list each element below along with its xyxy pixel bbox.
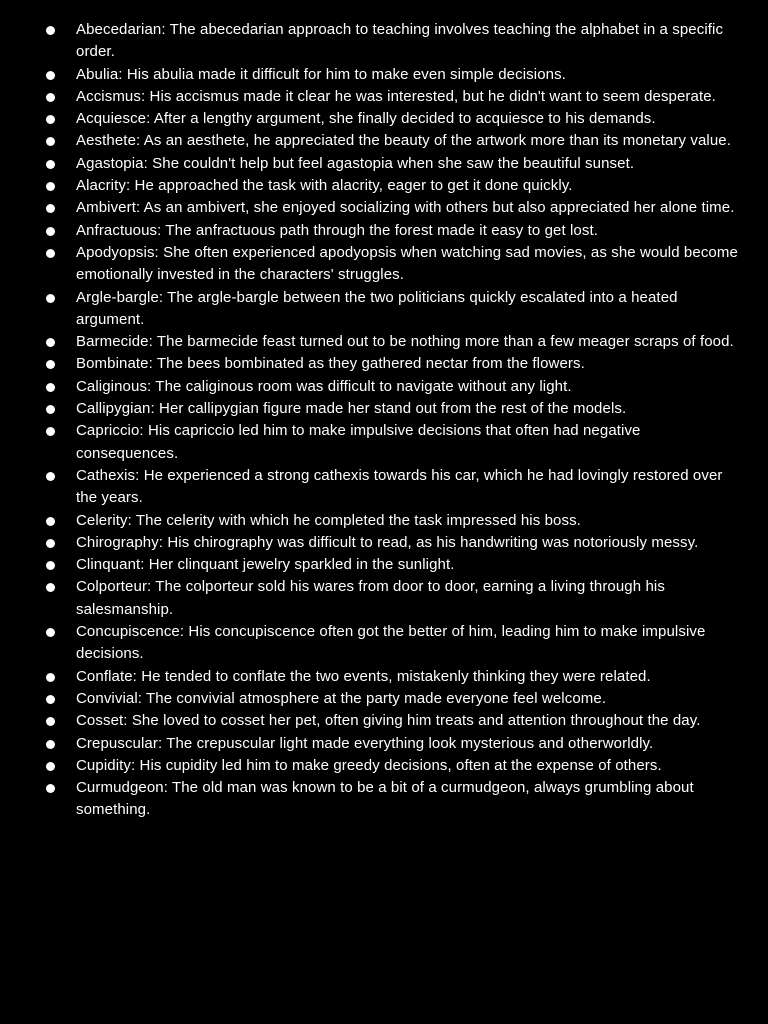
entry-text: Abecedarian: The abecedarian approach to teaching involves teaching the alphabet in a specific order. xyxy=(76,21,724,61)
entry-text: Cathexis: He experienced a strong cathexis towards his car, which he had lovingly restored over the years. xyxy=(76,466,723,507)
entry-text: Aesthete: As an aesthete, he appreciated the beauty of the artwork more than its monetary value. xyxy=(76,132,731,150)
bullet-icon xyxy=(46,628,55,637)
list-item xyxy=(0,130,744,152)
list-item xyxy=(0,554,744,576)
bullet-icon xyxy=(46,249,55,258)
list-item xyxy=(0,710,744,732)
entry-text: Barmecide: The barmecide feast turned out to be nothing more than a few meager scraps of food. xyxy=(76,333,734,351)
list-item xyxy=(0,688,744,710)
entry-text: Acquiesce: After a lengthy argument, she finally decided to acquiesce to his demands. xyxy=(76,110,656,128)
bullet-icon xyxy=(46,762,55,771)
list-item xyxy=(0,621,744,666)
entry-text: Accismus: His accismus made it clear he was interested, but he didn't want to seem desperate. xyxy=(76,87,716,105)
entry-text: Anfractuous: The anfractuous path through the forest made it easy to get lost. xyxy=(76,221,598,239)
list-item xyxy=(0,398,744,420)
bullet-icon xyxy=(46,517,55,526)
list-item xyxy=(0,86,744,108)
entry-text: Conflate: He tended to conflate the two events, mistakenly thinking they were related. xyxy=(76,667,651,685)
bullet-icon xyxy=(46,26,55,35)
entry-text: Apodyopsis: She often experienced apodyopsis when watching sad movies, as she would become emotionally invested in the characters' struggles. xyxy=(76,243,738,284)
list-item xyxy=(0,510,744,532)
entry-text: Bombinate: The bees bombinated as they gathered nectar from the flowers. xyxy=(76,355,585,373)
bullet-icon xyxy=(46,405,55,414)
entry-text: Crepuscular: The crepuscular light made everything look mysterious and otherworldly. xyxy=(76,734,654,752)
list-item xyxy=(0,287,744,332)
entry-text: Cosset: She loved to cosset her pet, often giving him treats and attention throughout the day. xyxy=(76,712,701,730)
bullet-icon xyxy=(46,227,55,236)
list-item xyxy=(0,108,744,130)
bullet-icon xyxy=(46,695,55,704)
bullet-icon xyxy=(46,427,55,436)
bullet-icon xyxy=(46,740,55,749)
list-item xyxy=(0,733,744,755)
entry-text: Caliginous: The caliginous room was difficult to navigate without any light. xyxy=(76,377,572,395)
bullet-icon xyxy=(46,93,55,102)
list-item xyxy=(0,420,744,465)
bullet-icon xyxy=(46,182,55,191)
bullet-icon xyxy=(46,160,55,169)
bullet-icon xyxy=(46,784,55,793)
entry-text: Colporteur: The colporteur sold his wares from door to door, earning a living through his salesmanship. xyxy=(76,578,665,618)
entry-text: Clinquant: Her clinquant jewelry sparkled in the sunlight. xyxy=(76,556,455,574)
bullet-icon xyxy=(46,472,55,481)
list-item xyxy=(0,64,744,86)
list-item xyxy=(0,465,744,510)
entry-text: Concupiscence: His concupiscence often got the better of him, leading him to make impulsive decisions. xyxy=(76,623,706,663)
vocabulary-list xyxy=(0,19,744,822)
list-item xyxy=(0,19,744,64)
entry-text: Convivial: The convivial atmosphere at the party made everyone feel welcome. xyxy=(76,689,607,707)
entry-text: Ambivert: As an ambivert, she enjoyed socializing with others but also appreciated her alone time. xyxy=(76,199,735,217)
bullet-icon xyxy=(46,115,55,124)
list-item xyxy=(0,197,744,219)
list-item xyxy=(0,777,744,822)
list-item xyxy=(0,666,744,688)
bullet-icon xyxy=(46,137,55,146)
list-item xyxy=(0,576,744,621)
bullet-icon xyxy=(46,717,55,726)
list-item xyxy=(0,755,744,777)
bullet-icon xyxy=(46,204,55,213)
bullet-icon xyxy=(46,360,55,369)
entry-text: Capriccio: His capriccio led him to make impulsive decisions that often had negative consequences. xyxy=(76,422,641,462)
list-item xyxy=(0,153,744,175)
bullet-icon xyxy=(46,294,55,303)
list-item xyxy=(0,376,744,398)
bullet-icon xyxy=(46,539,55,548)
list-item xyxy=(0,220,744,242)
list-item xyxy=(0,532,744,554)
bullet-icon xyxy=(46,383,55,392)
list-item xyxy=(0,331,744,353)
bullet-icon xyxy=(46,673,55,682)
bullet-icon xyxy=(46,583,55,592)
entry-text: Argle-bargle: The argle-bargle between the two politicians quickly escalated into a heated argument. xyxy=(76,288,678,328)
bullet-icon xyxy=(46,338,55,347)
entry-text: Callipygian: Her callipygian figure made her stand out from the rest of the models. xyxy=(76,400,627,418)
bullet-icon xyxy=(46,561,55,570)
entry-text: Agastopia: She couldn't help but feel agastopia when she saw the beautiful sunset. xyxy=(76,154,635,172)
entry-text: Alacrity: He approached the task with alacrity, eager to get it done quickly. xyxy=(76,177,573,195)
list-item xyxy=(0,175,744,197)
entry-text: Curmudgeon: The old man was known to be a bit of a curmudgeon, always grumbling about something. xyxy=(76,779,694,819)
entry-text: Cupidity: His cupidity led him to make greedy decisions, often at the expense of others. xyxy=(76,756,662,774)
list-item xyxy=(0,242,744,287)
list-item xyxy=(0,353,744,375)
entry-text: Celerity: The celerity with which he completed the task impressed his boss. xyxy=(76,511,581,529)
entry-text: Chirography: His chirography was difficult to read, as his handwriting was notoriously messy. xyxy=(76,533,699,551)
bullet-icon xyxy=(46,71,55,80)
entry-text: Abulia: His abulia made it difficult for him to make even simple decisions. xyxy=(76,65,566,83)
